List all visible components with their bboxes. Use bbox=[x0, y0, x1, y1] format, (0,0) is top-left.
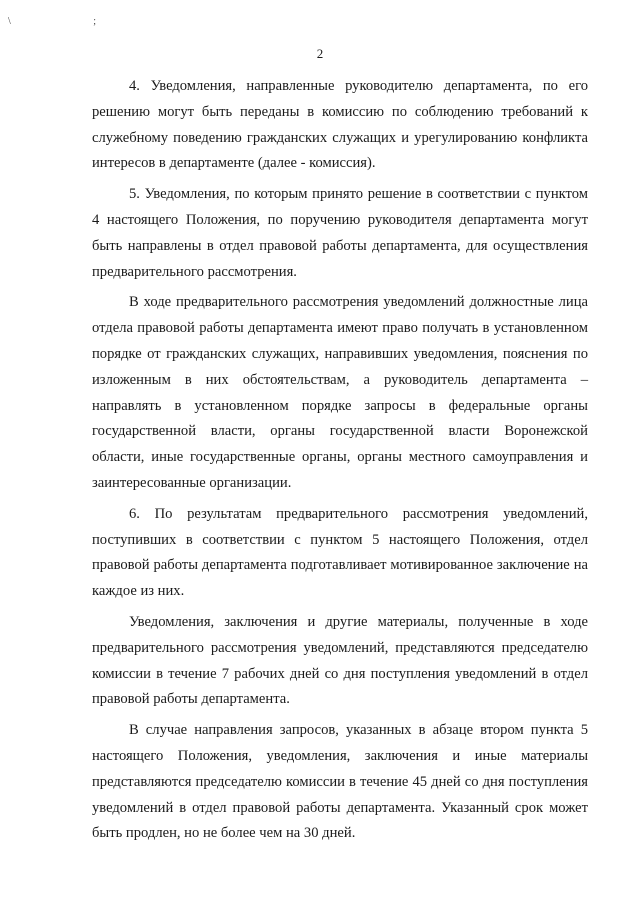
paragraph-materials-submission: Уведомления, заключения и другие материалы, полученные в ходе предварительного рассмотрения уведомлений, представляются председателю комиссии в течение 7 рабочих дней со дня поступления уведомлений в отдел правовой работы департамента. bbox=[92, 613, 588, 708]
paragraph-preliminary-review: В ходе предварительного рассмотрения уведомлений должностные лица отдела правовой работы департамента имеют право получать в установленном порядке от гражданских служащих, направивших уведомления, пояснения по изложенным в них обстоятельствам, а руководитель департамента – направлять в установленном порядке запросы в федеральные органы государственной власти, органы государственной власти Воронежской области, иные государственные органы, органы местного самоуправления и заинтересованные организации. bbox=[92, 294, 588, 491]
paragraph-item-4: 4. Уведомления, направленные руководителю департамента, по его решению могут быть переданы в комиссию по соблюдению требований к служебному поведению гражданских служащих и урегулированию конфликта интересов в департаменте (далее - комиссия). bbox=[92, 78, 588, 172]
page-number: 2 bbox=[316, 46, 324, 61]
paragraph-item-5: 5. Уведомления, по которым принято решение в соответствии с пунктом 4 настоящего Положения, по поручению руководителя департамента могут быть направлены в отдел правовой работы департамента, для осуществления предварительного рассмотрения. bbox=[92, 186, 588, 280]
paragraph-requests-deadline: В случае направления запросов, указанных в абзаце втором пункта 5 настоящего Положения, уведомления, заключения и иные материалы представляются председателю комиссии в течение 45 дней со дня поступления уведомлений в отдел правовой работы департамента. Указанный срок может быть продлен, но не более чем на 30 дней. bbox=[92, 722, 588, 842]
document-body bbox=[92, 74, 588, 847]
paragraph-item-6: 6. По результатам предварительного рассмотрения уведомлений, поступивших в соответствии с пунктом 5 настоящего Положения, отдел правовой работы департамента подготавливает мотивированное заключение на каждое из них. bbox=[92, 505, 588, 600]
scan-marks: \ ; bbox=[8, 16, 137, 27]
